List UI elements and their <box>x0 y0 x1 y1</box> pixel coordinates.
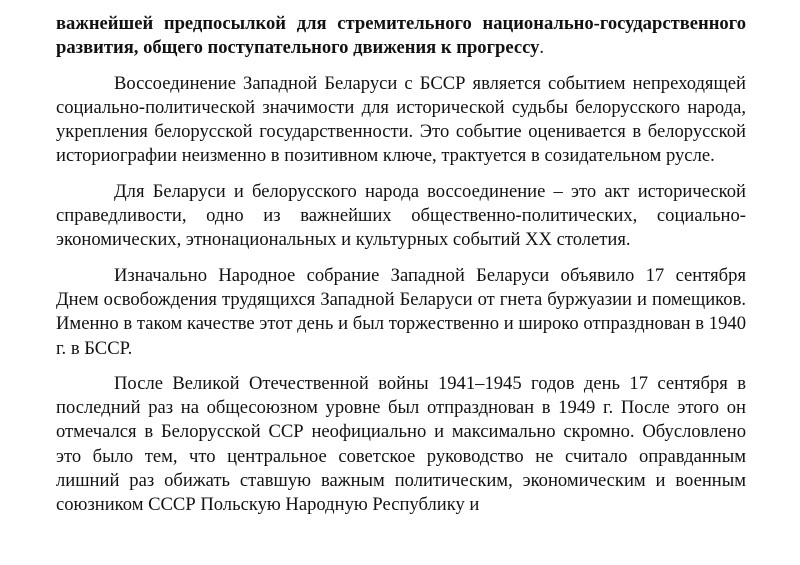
paragraph-5: После Великой Отечественной войны 1941–1945 годов день 17 сентября в последний раз на общесоюзном уровне был отпразднован в 1949 г. После этого он отмечался в Белорусской ССР неофициально и максимально скромно. Обусловлено это было тем, что центральное советское руководство не считало оправданным лишний раз обижать ставшую важным политическим, экономическим и военным союзником СССР Польскую Народную Республику и <box>56 372 746 516</box>
paragraph-3: Для Беларуси и белорусского народа воссоединение – это акт исторической справедливости, одно из важнейших общественно-политических, социально-экономических, этнонациональных и культурных событий XX столетия. <box>56 180 746 251</box>
paragraph-1 <box>56 12 746 61</box>
document-page <box>56 12 746 529</box>
paragraph-2: Воссоединение Западной Беларуси с БССР является событием непреходящей социально-политической значимости для исторической судьбы белорусского народа, укрепления белорусской государственности. Это событие оценивается в белорусской историографии неизменно в позитивном ключе, трактуется в созидательном русле. <box>56 72 746 167</box>
paragraph-1-bold-text: важнейшей предпосылкой для стремительного национально-государственного развития, общего поступательного движения к прогрессу <box>56 13 746 59</box>
paragraph-4: Изначально Народное собрание Западной Беларуси объявило 17 сентября Днем освобождения трудящихся Западной Беларуси от гнета буржуазии и помещиков. Именно в таком качестве этот день и был торжественно и широко отпразднован в 1940 г. в БССР. <box>56 264 746 359</box>
paragraph-1-tail-text: . <box>539 37 545 59</box>
